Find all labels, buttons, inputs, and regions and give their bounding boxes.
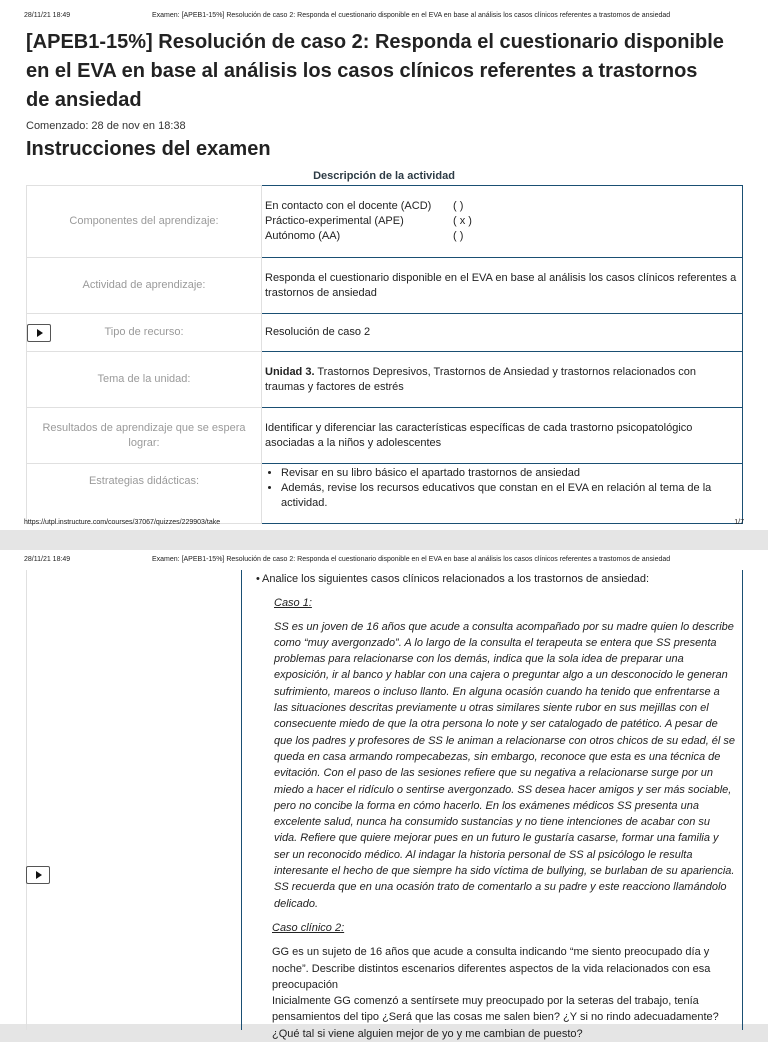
case-studies [256,571,740,1042]
component-mark: ( ) [453,230,464,242]
print-page-title: Examen: [APEB1-15%] Resolución de caso 2: Responda el cuestionario disponible en el EVA en base al análisis los casos clínicos referentes a trastornos de ansiedad [152,556,671,563]
print-page-2 [0,550,768,1040]
list-item: • Además, revise los recursos educativos que constan en el EVA en relación al tema de la actividad. [281,481,738,511]
component-name: En contacto con el docente (ACD) [265,200,432,212]
print-datetime: 28/11/21 18:49 [24,556,71,563]
list-item [256,571,740,587]
learning-outcomes-label: Resultados de aprendizaje que se espera lograr: [27,408,262,464]
bullet: • [256,573,260,585]
components-label: Componentes del aprendizaje: [27,186,262,258]
print-datetime: 28/11/21 18:49 [24,12,71,19]
unit-topic-text: Trastornos Depresivos, Trastornos de Ansiedad y trastornos relacionados con traumas y factores de estrés [265,365,697,393]
case1-text: SS es un joven de 16 años que acude a consulta acompañado por su madre quien lo describe como “muy avergonzado”. A lo largo de la consulta el terapeuta se entera que SS presenta problemas para relacionarse con los demás, indica que la sola idea de preparar una exposición, ir al banco y hablar con una cajera o preguntar algo a un desconocido le generan sufrimiento, mareos o incluso llanto. En alguna ocasión cuando ha tenido que enfrentarse a las situaciones descritas previamente u otras similares siente rubor en sus mejillas con el consecuente miedo de que la otra persona lo note y ser catalogado de patético. A pesar de que los padres y profesores de SS le animan a relacionarse con otros chicos de su edad, él se queda en casa armando rompecabezas, sin embargo, reconoce que esta es una técnica de evitación. Con el paso de las sesiones refiere que su negativa a relacionarse surge por un miedo a hacer el ridículo o sentirse avergonzado. SS desea hacer amigos y ser más sociable, pero no concibe la forma en cómo hacerlo. En los exámenes médicos SS presenta una excelente salud, nunca ha consumido sustancias y no tiene intenciones de acabar con su vida. Refiere que quiere mejorar pues en un futuro le gustaría casarse, formar una familia y ser un reconocido médico. Al indagar la historia personal de SS al psicólogo le resulta interesante el hecho de que siempre ha sido víctima de bullying, se burlaban de su apariencia. SS recuerda que en una ocasión trato de comentarlo a su padre y este reacciono llamándolo delicado. [274,620,736,910]
table-row [27,186,743,258]
resource-type-cell [27,314,262,352]
unit-topic-label: Tema de la unidad: [27,352,262,408]
resource-type-value: Resolución de caso 2 [262,314,743,352]
print-header [24,12,744,22]
instructions-heading: Instrucciones del examen [26,138,271,160]
table-row [27,258,743,314]
table-caption: Descripción de la actividad [313,170,455,182]
cases-intro: Analice los siguientes casos clínicos relacionados a los trastornos de ansiedad: [262,573,650,585]
strategies-label-cell [26,570,242,1030]
expand-button[interactable] [26,866,50,884]
table-row [27,352,743,408]
unit-topic-value [262,352,743,408]
print-footer [24,519,744,529]
components-value [262,186,743,258]
table-row [27,408,743,464]
table-row [27,314,743,352]
print-url: https://utpl.instructure.com/courses/37067/quizzes/229903/take [24,519,221,526]
case2-paragraph: Inicialmente GG comenzó a sentírsete muy preocupado por la seteras del trabajo, tenía pensamientos del tipo ¿Será que las cosas me salen bien? ¿Y si no rindo adecuadamente? ¿Qué tal si viene alguien mejor de yo y me cambian de puesto? [272,995,719,1040]
activity-label: Actividad de aprendizaje: [27,258,262,314]
table-row [27,464,743,524]
activity-value: Responda el cuestionario disponible en el EVA en base al análisis los casos clínicos referentes a trastornos de ansiedad [262,258,743,314]
component-name: Autónomo (AA) [265,230,341,242]
play-icon [36,871,42,879]
strategies-list [265,466,738,511]
print-header [24,556,744,566]
case2-title: Caso clínico 2: [272,921,345,934]
list-item: • Revisar en su libro básico el apartado trastornos de ansiedad [281,466,738,481]
resource-type-label: Tipo de recurso: [104,326,184,338]
print-page-number: 1/7 [734,519,744,526]
component-name: Práctico-experimental (APE) [265,215,404,227]
component-item [265,229,738,244]
quiz-title: [APEB1-15%] Resolución de caso 2: Responda el cuestionario disponible en el EVA en base al análisis los casos clínicos referentes a trastornos de ansiedad [26,31,724,111]
case1-title: Caso 1: [274,597,312,610]
component-item [265,199,738,214]
component-mark: ( ) [453,200,464,212]
expand-button[interactable] [27,324,51,342]
play-icon [37,329,43,337]
learning-outcomes-value: Identificar y diferenciar las características específicas de cada trastorno psicopatológico asociadas a la niños y adolescentes [262,408,743,464]
quiz-started-time: Comenzado: 28 de nov en 18:38 [26,120,186,132]
activity-description-table [26,185,743,524]
component-mark: ( x ) [453,215,472,227]
component-item [265,214,738,229]
unit-number: Unidad 3. [265,365,315,378]
case2-paragraph: GG es un sujeto de 16 años que acude a consulta indicando “me siento preocupado día y noche”. Describe distintos escenarios diferentes aspectos de la vida relacionados con esa preocupación [272,946,711,991]
print-page-title: Examen: [APEB1-15%] Resolución de caso 2: Responda el cuestionario disponible en el EVA en base al análisis los casos clínicos referentes a trastornos de ansiedad [152,12,671,19]
strategies-value [262,464,743,524]
strategies-label: Estrategias didácticas: [27,464,262,524]
